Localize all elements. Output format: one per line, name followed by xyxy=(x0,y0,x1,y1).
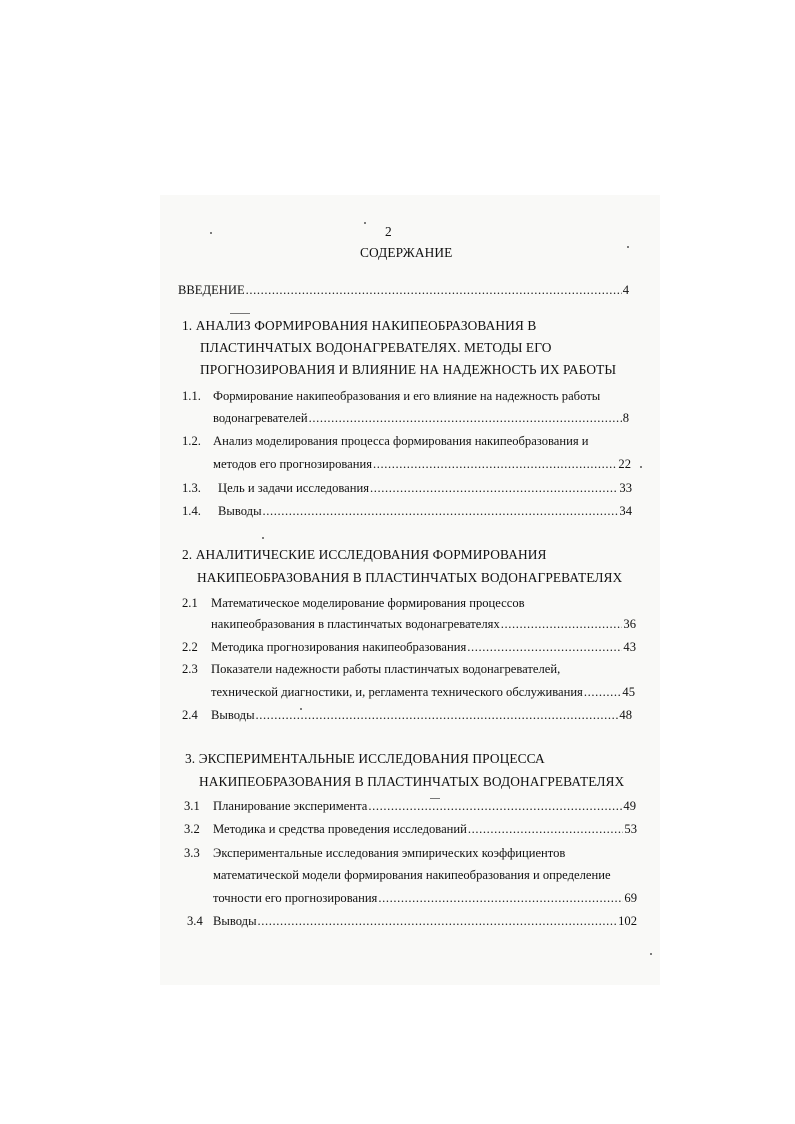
toc-entry-3-1 xyxy=(213,799,636,814)
chapter-heading: НАКИПЕОБРАЗОВАНИЯ В ПЛАСТИНЧАТЫХ ВОДОНАГРЕВАТЕЛЯХ xyxy=(199,774,625,789)
toc-entry-label: водонагревателей xyxy=(213,411,308,425)
dot-leader xyxy=(368,799,622,814)
toc-entry-label: точности его прогнозирования xyxy=(213,891,378,905)
toc-entry-label: Методика прогнозирования накипеобразования xyxy=(211,640,467,654)
toc-entry-label: Выводы xyxy=(213,914,257,928)
scan-speck xyxy=(650,953,652,955)
toc-entry-2-2 xyxy=(211,640,636,655)
dot-leader xyxy=(467,640,622,655)
toc-entry-3-3 xyxy=(213,891,637,906)
toc-section-number: 1.1. xyxy=(182,389,201,403)
toc-entry-2-3 xyxy=(211,685,635,700)
toc-entry-1-1 xyxy=(213,411,629,426)
toc-entry-label: накипеобразования в пластинчатых водонагревателях xyxy=(211,617,500,631)
toc-section-number: 2.1 xyxy=(182,596,198,610)
dot-leader xyxy=(501,617,623,632)
dot-leader xyxy=(309,411,622,426)
chapter-heading: 3. ЭКСПЕРИМЕНТАЛЬНЫЕ ИССЛЕДОВАНИЯ ПРОЦЕССА xyxy=(185,751,545,766)
toc-page-number: 4 xyxy=(622,283,629,297)
toc-entry-label: Показатели надежности работы пластинчатых водонагревателей, xyxy=(211,662,561,676)
toc-page-number: 34 xyxy=(619,504,632,518)
toc-page-number: 49 xyxy=(623,799,636,813)
toc-page-number: 53 xyxy=(624,822,637,836)
toc-entry-label: методов его прогнозирования xyxy=(213,457,373,471)
scan-speck xyxy=(262,537,264,539)
toc-page-number: 22 xyxy=(618,457,631,471)
scan-speck xyxy=(210,232,212,234)
toc-section-number: 3.3 xyxy=(184,846,200,860)
toc-entry-label: Выводы xyxy=(218,504,262,518)
toc-section-number: 3.1 xyxy=(184,799,200,813)
scan-mark xyxy=(230,313,250,314)
dot-leader xyxy=(373,457,617,472)
page-number: 2 xyxy=(385,224,392,239)
toc-section-number: 1.4. xyxy=(182,504,201,518)
toc-page-number: 43 xyxy=(623,640,636,654)
dot-leader xyxy=(584,685,622,700)
toc-page-number: 69 xyxy=(624,891,637,905)
dot-leader xyxy=(468,822,624,837)
toc-entry-label: Планирование эксперимента xyxy=(213,799,368,813)
dot-leader xyxy=(370,481,618,496)
toc-entry-label: Математическое моделирование формирования процессов xyxy=(211,596,525,610)
chapter-heading: НАКИПЕОБРАЗОВАНИЯ В ПЛАСТИНЧАТЫХ ВОДОНАГРЕВАТЕЛЯХ xyxy=(197,570,623,585)
toc-entry-2-4 xyxy=(211,708,632,723)
scan-speck xyxy=(364,222,366,224)
dot-leader xyxy=(246,283,622,298)
toc-entry-label: Формирование накипеобразования и его влияние на надежность работы xyxy=(213,389,601,403)
toc-entry-label: Экспериментальные исследования эмпирических коэффициентов xyxy=(213,846,566,860)
toc-section-number: 2.3 xyxy=(182,662,198,676)
toc-section-number: 1.3. xyxy=(182,481,201,495)
toc-page-number: 8 xyxy=(622,411,629,425)
toc-entry-label: Методика и средства проведения исследований xyxy=(213,822,467,836)
toc-entry-label: ВВЕДЕНИЕ xyxy=(178,283,245,297)
toc-page-number: 45 xyxy=(622,685,635,699)
toc-page-number: 33 xyxy=(619,481,632,495)
toc-entry-1-4 xyxy=(218,504,632,519)
chapter-heading: 1. АНАЛИЗ ФОРМИРОВАНИЯ НАКИПЕОБРАЗОВАНИЯ В xyxy=(182,318,537,333)
toc-entry-1-3 xyxy=(218,481,632,496)
toc-entry-label: Цель и задачи исследования xyxy=(218,481,370,495)
toc-entry-3-4 xyxy=(213,914,637,929)
toc-section-number: 2.2 xyxy=(182,640,198,654)
toc-entry-2-1 xyxy=(211,617,636,632)
toc-entry-intro xyxy=(178,283,629,298)
toc-page-number: 102 xyxy=(618,914,637,928)
page-title: СОДЕРЖАНИЕ xyxy=(360,245,453,260)
dot-leader xyxy=(378,891,623,906)
toc-entry-1-2 xyxy=(213,457,631,472)
toc-page-number: 36 xyxy=(623,617,636,631)
dot-leader xyxy=(256,708,619,723)
toc-section-number: 3.2 xyxy=(184,822,200,836)
toc-entry-label: математической модели формирования накипеобразования и определение xyxy=(213,868,611,882)
dot-leader xyxy=(258,914,618,929)
chapter-heading: ПЛАСТИНЧАТЫХ ВОДОНАГРЕВАТЕЛЯХ. МЕТОДЫ ЕГО xyxy=(200,340,552,355)
toc-entry-label: Выводы xyxy=(211,708,255,722)
toc-section-number: 3.4 xyxy=(187,914,203,928)
scan-speck xyxy=(640,466,642,468)
chapter-heading: 2. АНАЛИТИЧЕСКИЕ ИССЛЕДОВАНИЯ ФОРМИРОВАНИЯ xyxy=(182,547,547,562)
toc-section-number: 2.4 xyxy=(182,708,198,722)
toc-page-number: 48 xyxy=(619,708,632,722)
toc-section-number: 1.2. xyxy=(182,434,201,448)
scan-speck xyxy=(627,246,629,248)
dot-leader xyxy=(263,504,619,519)
toc-entry-label: Анализ моделирования процесса формирования накипеобразования и xyxy=(213,434,589,448)
chapter-heading: ПРОГНОЗИРОВАНИЯ И ВЛИЯНИЕ НА НАДЕЖНОСТЬ ИХ РАБОТЫ xyxy=(200,362,617,377)
toc-entry-3-2 xyxy=(213,822,637,837)
toc-entry-label: технической диагностики, и, регламента технического обслуживания xyxy=(211,685,583,699)
